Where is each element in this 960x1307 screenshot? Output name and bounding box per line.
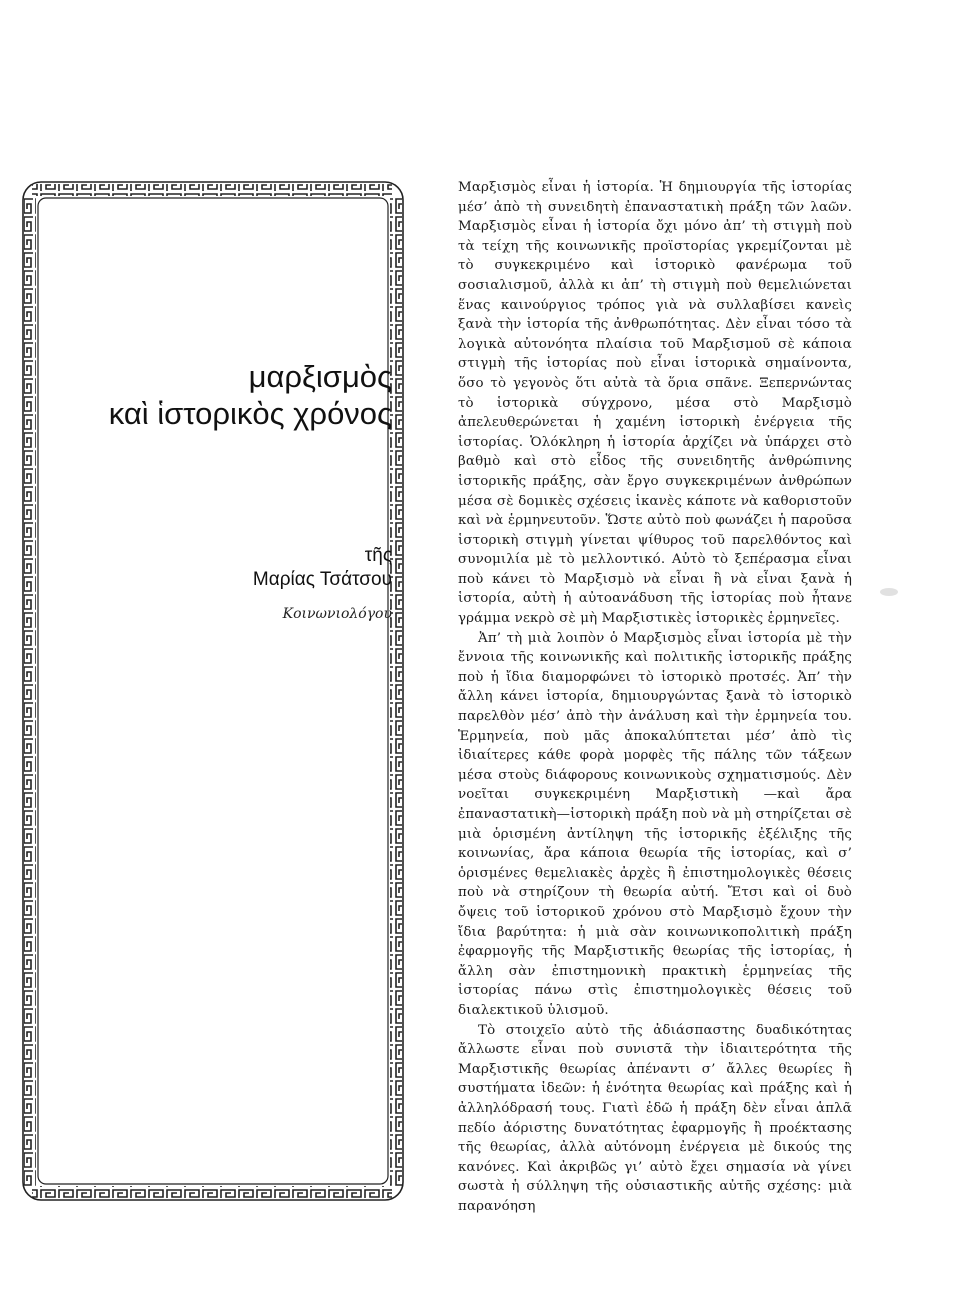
body-paragraph-2: Ἀπ’ τὴ μιὰ λοιπὸν ὁ Μαρξισμὸς εἶναι ἱστορία μὲ τὴν ἔννοια τῆς κοινωνικῆς καὶ πολιτικῆς ἱστορικῆς πράξης ποὺ ἡ ἴδια διαμορφώνει τὸ ἱστορικὸ προτσές. Ἀπ’ τὴν ἄλλη κάνει ἱστορία, δημιουργώντας ξανὰ τὸ ἱστορικὸ παρελθὸν μέσ’ ἀπὸ τὴν ἀνάλυση καὶ τὴν ἑρμηνεία του. Ἑρμηνεία, ποὺ μᾶς ἀποκαλύπτεται μέσ’ ἀπὸ τὶς ἰδιαίτερες κάθε φορὰ μορφὲς τῆς πάλης τῶν τάξεων μέσα στοὺς διάφορους κοινωνικοὺς σχηματισμούς. Δὲν νοεῖται συγκεκριμένη Μαρξιστικὴ —καὶ ἄρα ἐπαναστατικὴ—ἱστορικὴ πράξη ποὺ νὰ μὴ στηρίζεται σὲ μιὰ ὁρισμένη ἀντίληψη τῆς ἱστορικῆς ἐξέλιξης τῆς κοινωνίας, ἄρα κάποια θεωρία τῆς ἱστορίας, καὶ σ’ ὁρισμένες θεμελιακὲς ἀρχὲς ἢ ἐπιστημολογικὲς θέσεις ποὺ νὰ στηρίζουν τὴ θεωρία αὐτή. Ἔτσι καὶ οἱ δυὸ ὄψεις τοῦ ἱστορικοῦ χρόνου στὸ Μαρξισμὸ ἔχουν τὴν ἴδια βαρύτητα: ἡ μιὰ σὰν κοινωνικοπολιτικὴ πράξη ἐφαρμογῆς τῆς Μαρξιστικῆς θεωρίας τῆς ἱστορίας, ἡ ἄλλη σὰν ἐπιστημονικὴ πρακτικὴ ἑρμηνείας τῆς ἱστορίας πάνω στὶς ἐπιστημολογικὲς θέσεις τοῦ διαλεκτικοῦ ὑλισμοῦ. [458, 630, 852, 1018]
author-role: Κοινωνιολόγου [282, 606, 392, 622]
author-name: Μαρίας Τσάτσου [252, 569, 392, 590]
body-paragraph-3: Τὸ στοιχεῖο αὐτὸ τῆς ἀδιάσπαστης δυαδικότητας ἄλλωστε εἶναι ποὺ συνιστᾶ τὴν ἰδιαιτερότητα τῆς Μαρξιστικῆς θεωρίας ἀπέναντι σ’ ἄλλες θεωρίες ἢ συστήματα ἰδεῶν: ἡ ἑνότητα θεωρίας καὶ πράξης καὶ ἡ ἀλληλόδρασή τους. Γιατὶ ἐδῶ ἡ πράξη δὲν εἶναι ἁπλᾶ πεδίο ἀόριστης δυνατότητας ἐφαρμογῆς ἢ προέκτασης τῆς θεωρίας, ἀλλὰ αὐτόνομη ἐνέργεια μὲ δικούς της κανόνες. Καὶ ἀκριβῶς γι’ αὐτὸ ἔχει σημασία νὰ γίνει σωστὰ ἡ σύλληψη τῆς οὐσιαστικῆς αὐτῆς σχέσης: μιὰ παρανόηση [458, 1022, 852, 1214]
article-title [70, 358, 392, 432]
meander-border [22, 180, 404, 1202]
title-line-1: μαρξισμὸς [248, 359, 392, 394]
article-body [458, 178, 852, 1216]
paper-smudge [880, 588, 898, 596]
body-paragraph-1: Μαρξισμὸς εἶναι ἡ ἱστορία. Ἡ δημιουργία τῆς ἱστορίας μέσ’ ἀπὸ τὴ συνειδητὴ ἐπαναστατικὴ πράξη τῶν λαῶν. Μαρξισμὸς εἶναι ἡ ἱστορία ὄχι μόνο ἀπ’ τὴ στιγμὴ ποὺ τὰ τείχη τῆς κοινωνικῆς προϊστορίας γκρεμίζονται μὲ τὸ συγκεκριμένο καὶ ἱστορικὸ φανέρωμα τοῦ σοσιαλισμοῦ, ἀλλὰ κι ἀπ’ τὴ στιγμὴ ποὺ θεμελιώνεται ἕνας καινούργιος τρόπος γιὰ νὰ συλλαβίσει κανεὶς ξανὰ τὴν ἱστορία τῆς ἀνθρωπότητας. Δὲν εἶναι τόσο τὰ λογικὰ αὐτονόητα πλαίσια τοῦ Μαρξισμοῦ σὲ κάποια στιγμὴ τῆς ἱστορίας ποὺ εἶναι ἱστορικὰ σημαίνοντα, ὅσο τὸ γεγονὸς ὅτι αὐτὰ τὰ ὅρια σπᾶνε. Ξεπερνώντας τὸ ἱστορικὰ σύγχρονο, μέσα στὸ Μαρξισμὸ ἀπελευθερώνεται ἡ χαμένη ἱστορικὴ ἐνέργεια τῆς ἱστορίας. Ὁλόκληρη ἡ ἱστορία ἀρχίζει νὰ ὑπάρχει στὸ βαθμὸ καὶ στὸ εἶδος τῆς συνειδητῆς ἀνθρώπινης ἱστορικῆς πράξης, σὰν ἔργο συγκεκριμένων ἀνθρώπων μέσα σὲ δομικὲς σχέσεις ἱκανὲς κάποτε νὰ καθοριστοῦν καὶ νὰ ἑρμηνευτοῦν. Ὥστε αὐτὸ ποὺ φωνάζει ἡ παροῦσα ἱστορικὴ στιγμὴ γίνεται ψίθυρος τοῦ παρελθόντος καὶ συνομιλία μὲ τὸ μελλοντικό. Αὐτὸ τὸ ξεπέρασμα εἶναι ποὺ κάνει τὸ Μαρξισμὸ νὰ εἶναι ἢ νὰ εἶναι ξανὰ ἡ ἱστορία, αὐτὴ ἡ αὐτοανάδυση τῆς ἱστορίας ποὺ ἦτανε γράμμα νεκρὸ σὲ μὴ Μαρξιστικὲς ἱστορικὲς ἑρμηνεῖες. [458, 180, 852, 627]
title-line-2: καὶ ἱστορικὸς χρόνος [108, 396, 392, 431]
byline [70, 544, 392, 624]
byline-preposition: τῆς [364, 545, 392, 566]
